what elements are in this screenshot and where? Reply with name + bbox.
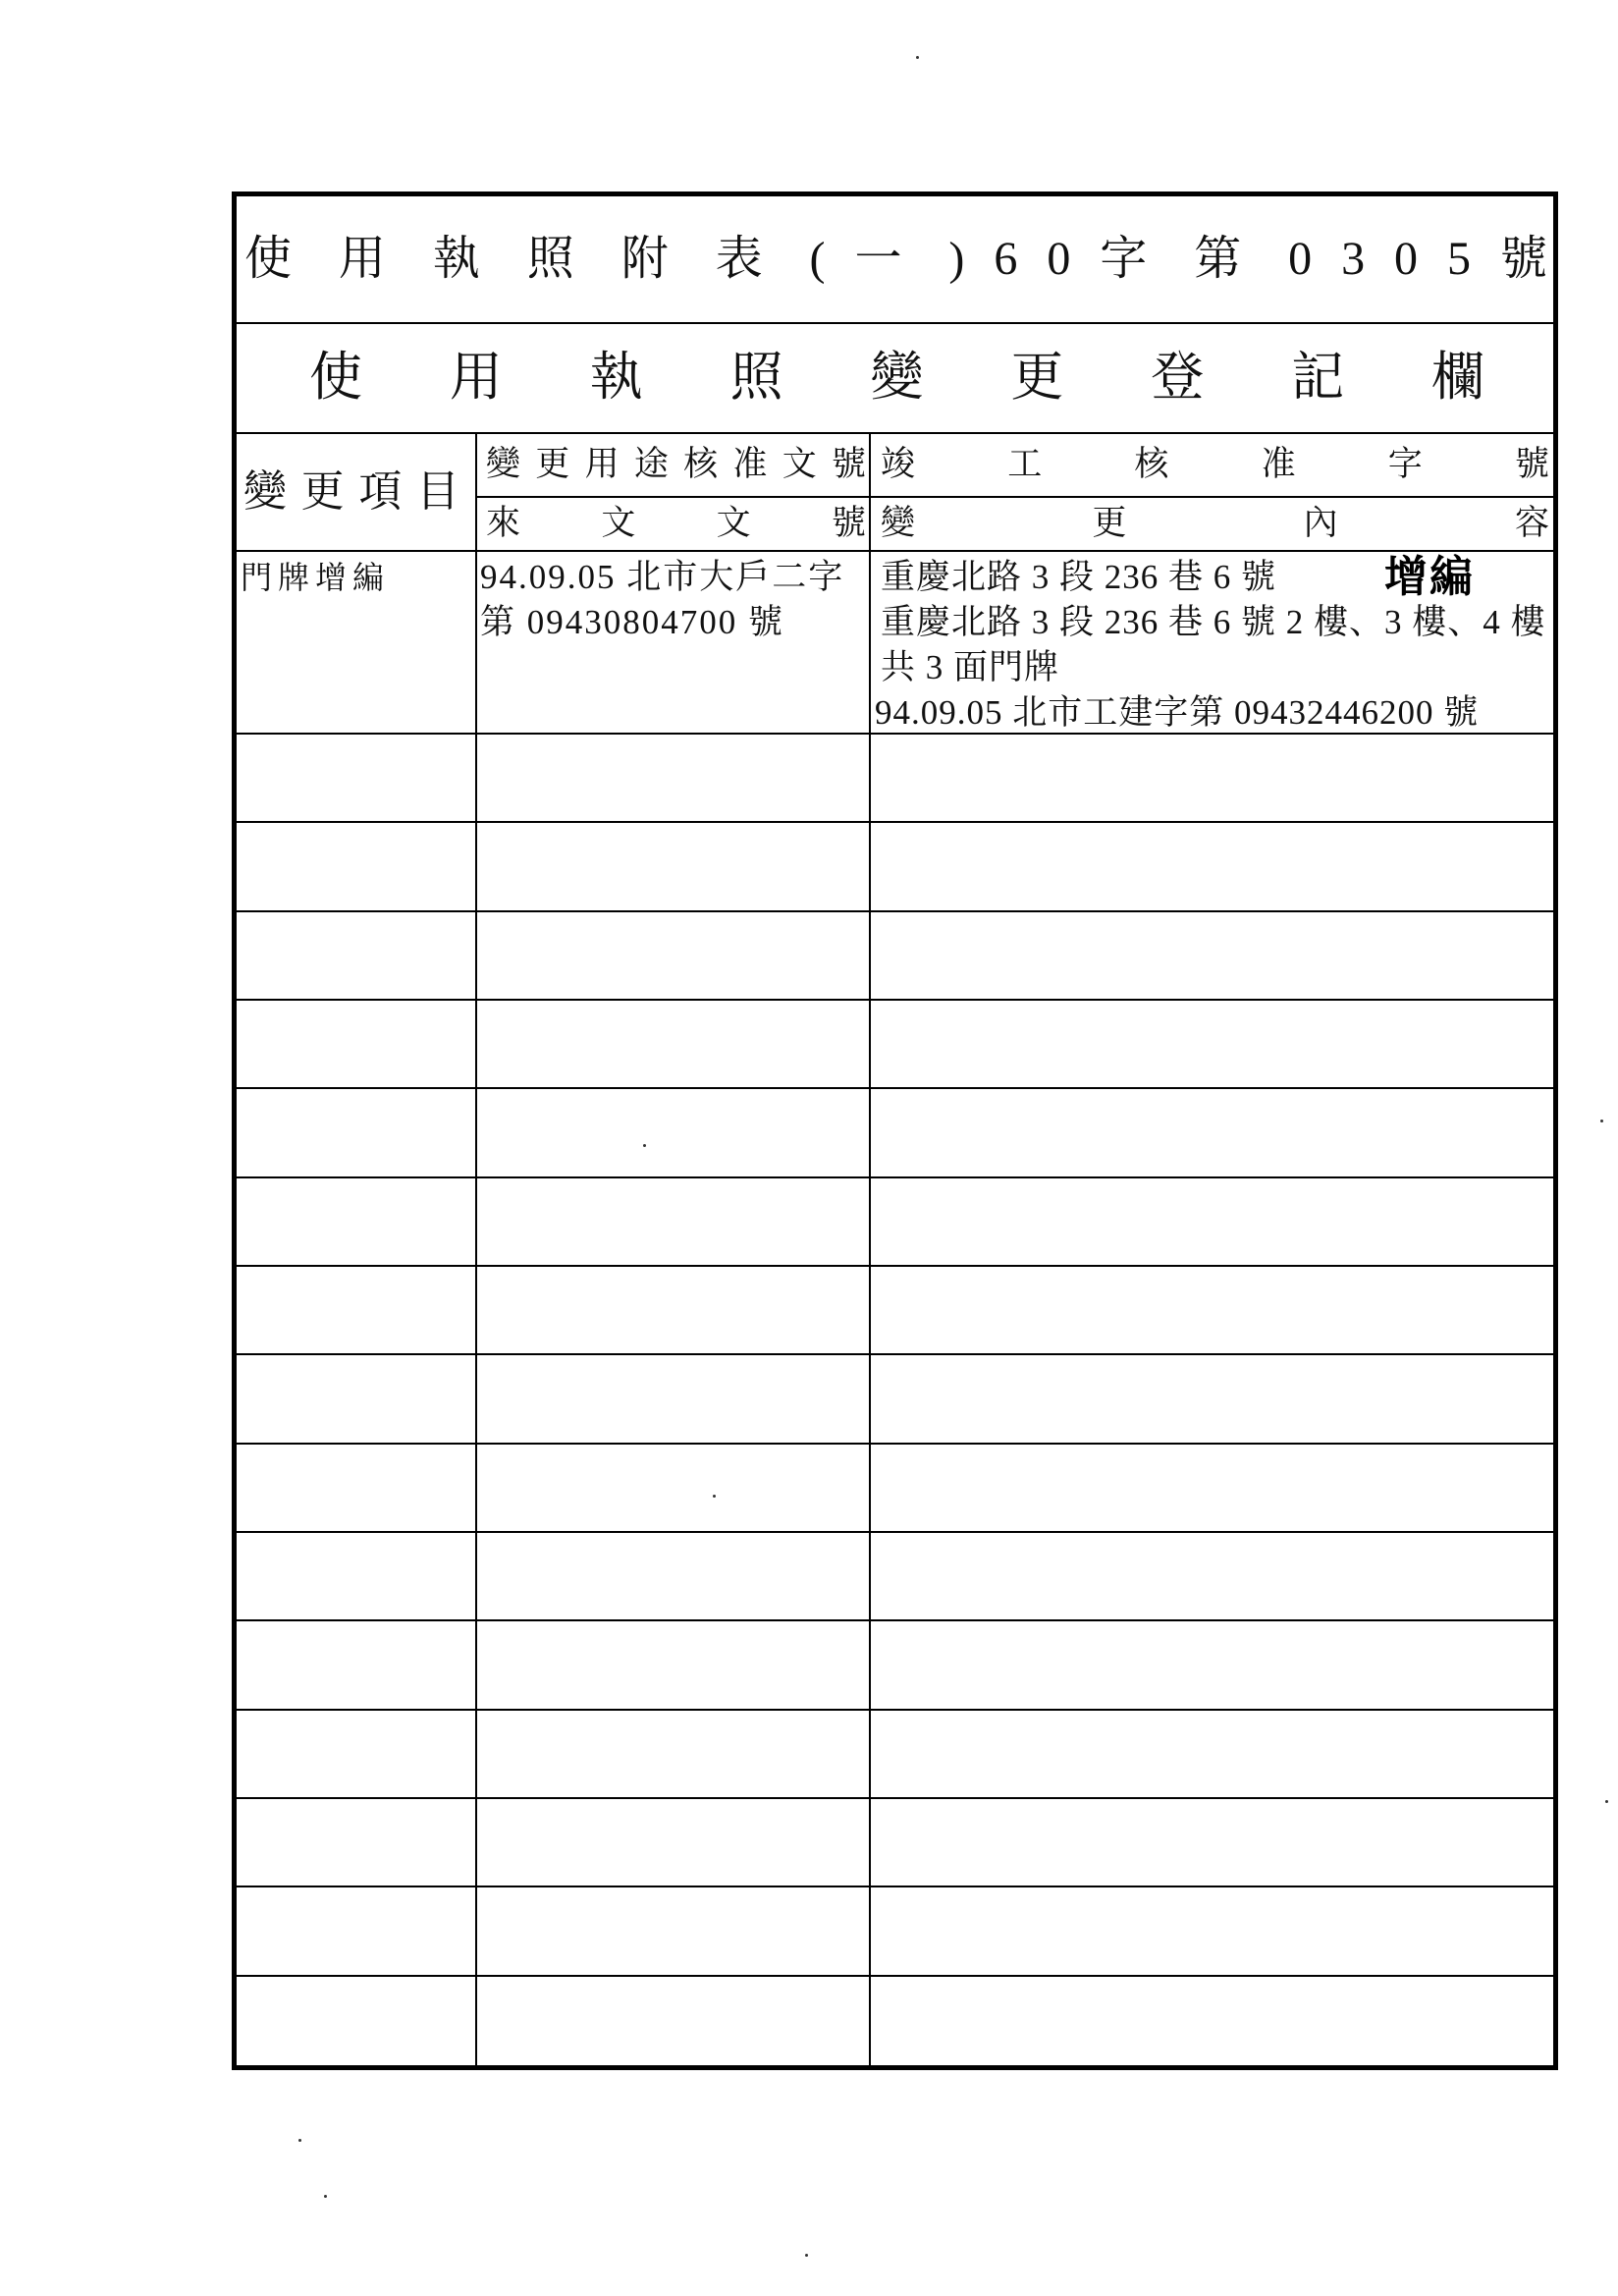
blank-change-item-cell	[237, 912, 475, 1001]
blank-doc-ref-cell	[475, 1178, 869, 1267]
record-content-line: 94.09.05 北市工建字第 09432446200 號	[875, 693, 1480, 732]
scan-speck	[643, 1144, 646, 1147]
record-change-content-cell	[869, 552, 1553, 735]
blank-change-content-cell	[869, 1621, 1553, 1710]
addition-stamp: 增編	[1384, 553, 1475, 601]
blank-doc-ref-cell	[475, 823, 869, 911]
record-change-item-cell	[237, 552, 475, 735]
header-content-cell	[869, 434, 1553, 552]
blank-change-content-cell	[869, 1178, 1553, 1267]
blank-change-content-cell	[869, 1711, 1553, 1799]
use-permit-attachment-table	[232, 191, 1558, 2070]
header-change-content-cell	[871, 498, 1553, 550]
blank-doc-ref-cell	[475, 1445, 869, 1533]
blank-change-content-cell	[869, 1355, 1553, 1444]
blank-change-content-cell	[869, 1977, 1553, 2065]
permit-number-title: 使 用 執 照 附 表 ( 一 ) 6 0 字 第 0 3 0 5 號	[244, 232, 1547, 285]
blank-change-content-cell	[869, 1799, 1553, 1887]
blank-doc-ref-cell	[475, 1887, 869, 1976]
record-content-line: 重慶北路 3 段 236 巷 6 號 2 樓、3 樓、4 樓	[881, 603, 1546, 641]
header-completion-approval-no: 竣 工 核 准 字 號	[881, 445, 1549, 484]
permit-number-row	[237, 196, 1553, 324]
blank-change-item-cell	[237, 823, 475, 911]
blank-change-item-cell	[237, 1799, 475, 1887]
blank-doc-ref-cell	[475, 1533, 869, 1621]
blank-doc-ref-cell	[475, 735, 869, 823]
blank-change-item-cell	[237, 1267, 475, 1355]
blank-change-content-cell	[869, 1001, 1553, 1089]
blank-change-item-cell	[237, 1977, 475, 2065]
blank-change-content-cell	[869, 1089, 1553, 1177]
blank-change-item-cell	[237, 1887, 475, 1976]
scan-speck	[916, 56, 919, 59]
blank-change-item-cell	[237, 1355, 475, 1444]
blank-doc-ref-cell	[475, 1799, 869, 1887]
blank-doc-ref-cell	[475, 1089, 869, 1177]
scan-speck	[324, 2195, 327, 2198]
change-register-heading: 使 用 執 照 變 更 登 記 欄	[309, 348, 1484, 408]
blank-change-content-cell	[869, 912, 1553, 1001]
header-use-change-approval-cell	[477, 434, 869, 498]
change-register-heading-row	[237, 324, 1553, 434]
header-completion-approval-cell	[871, 434, 1553, 498]
header-incoming-doc-cell	[477, 498, 869, 550]
header-change-content: 變 更 內 容	[881, 504, 1549, 543]
scan-speck	[713, 1495, 716, 1498]
record-content-line: 重慶北路 3 段 236 巷 6 號	[881, 558, 1277, 596]
scan-speck	[1600, 1120, 1603, 1122]
blank-doc-ref-cell	[475, 1267, 869, 1355]
header-change-item: 變 更 項 目	[243, 466, 459, 516]
scan-speck	[1605, 1800, 1608, 1803]
blank-change-content-cell	[869, 823, 1553, 911]
blank-change-item-cell	[237, 1445, 475, 1533]
blank-change-content-cell	[869, 1445, 1553, 1533]
blank-change-item-cell	[237, 1621, 475, 1710]
blank-change-item-cell	[237, 1001, 475, 1089]
blank-change-item-cell	[237, 1533, 475, 1621]
blank-change-content-cell	[869, 1267, 1553, 1355]
scan-speck	[298, 2139, 301, 2142]
blank-change-item-cell	[237, 1711, 475, 1799]
blank-change-item-cell	[237, 735, 475, 823]
record-change-item: 門牌增編	[241, 560, 391, 595]
blank-change-content-cell	[869, 1533, 1553, 1621]
scan-speck	[805, 2254, 808, 2257]
blank-change-content-cell	[869, 735, 1553, 823]
blank-doc-ref-cell	[475, 1711, 869, 1799]
blank-change-item-cell	[237, 1089, 475, 1177]
header-change-item-cell	[237, 434, 475, 552]
blank-doc-ref-cell	[475, 1621, 869, 1710]
blank-doc-ref-cell	[475, 912, 869, 1001]
blank-doc-ref-cell	[475, 1977, 869, 2065]
blank-doc-ref-cell	[475, 1355, 869, 1444]
blank-change-content-cell	[869, 1887, 1553, 1976]
record-doc-ref-line: 第 09430804700 號	[480, 603, 785, 641]
record-doc-ref-cell	[475, 552, 869, 735]
record-doc-ref-line: 94.09.05 北市大戶二字	[480, 558, 845, 596]
header-use-change-approval-no: 變 更 用 途 核 准 文 號	[486, 445, 866, 484]
header-incoming-doc-no: 來 文 文 號	[486, 504, 866, 543]
header-doc-ref-cell	[475, 434, 869, 552]
entries-grid	[237, 434, 1553, 2065]
record-content-line: 共 3 面門牌	[881, 648, 1060, 686]
blank-doc-ref-cell	[475, 1001, 869, 1089]
blank-change-item-cell	[237, 1178, 475, 1267]
